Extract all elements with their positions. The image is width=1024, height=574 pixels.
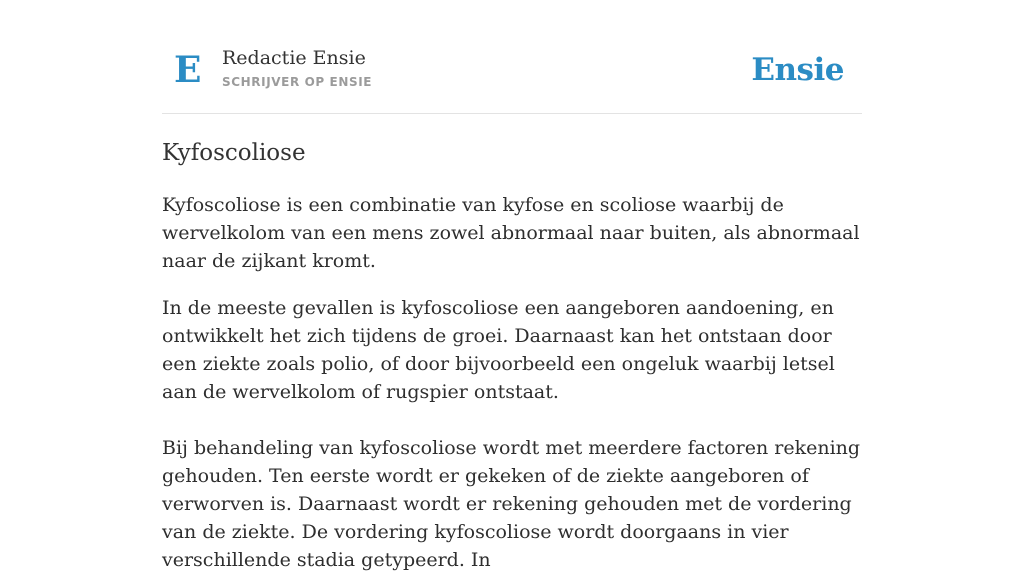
page-content xyxy=(162,0,862,574)
article-paragraph: In de meeste gevallen is kyfoscoliose een aangeboren aandoening, en ontwikkelt het zich tijdens de groei. Daarnaast kan het ontstaan door een ziekte zoals polio, of door bijvoorbeeld een ongeluk waarbij letsel aan de wervelkolom of rugspier ontstaat. xyxy=(162,297,835,403)
author-name[interactable]: Redactie Ensie xyxy=(222,47,366,69)
author-avatar[interactable]: E xyxy=(174,49,202,91)
article-paragraph: Bij behandeling van kyfoscoliose wordt met meerdere factoren rekening gehouden. Ten eerste wordt er gekeken of de ziekte aangeboren of verworven is. Daarnaast wordt er rekening gehouden met de vordering van de ziekte. De vordering kyfoscoliose wordt doorgaans in vier verschillende stadia getypeerd. In xyxy=(162,437,861,571)
author-header xyxy=(162,0,862,114)
article-title: Kyfoscoliose xyxy=(162,140,306,166)
article-paragraph: Kyfoscoliose is een combinatie van kyfose en scoliose waarbij de wervelkolom van een mens zowel abnormaal naar buiten, als abnormaal naar de zijkant kromt. xyxy=(162,194,860,272)
ensie-logo[interactable]: Ensie xyxy=(751,52,844,88)
author-role: SCHRIJVER OP ENSIE xyxy=(222,75,373,89)
